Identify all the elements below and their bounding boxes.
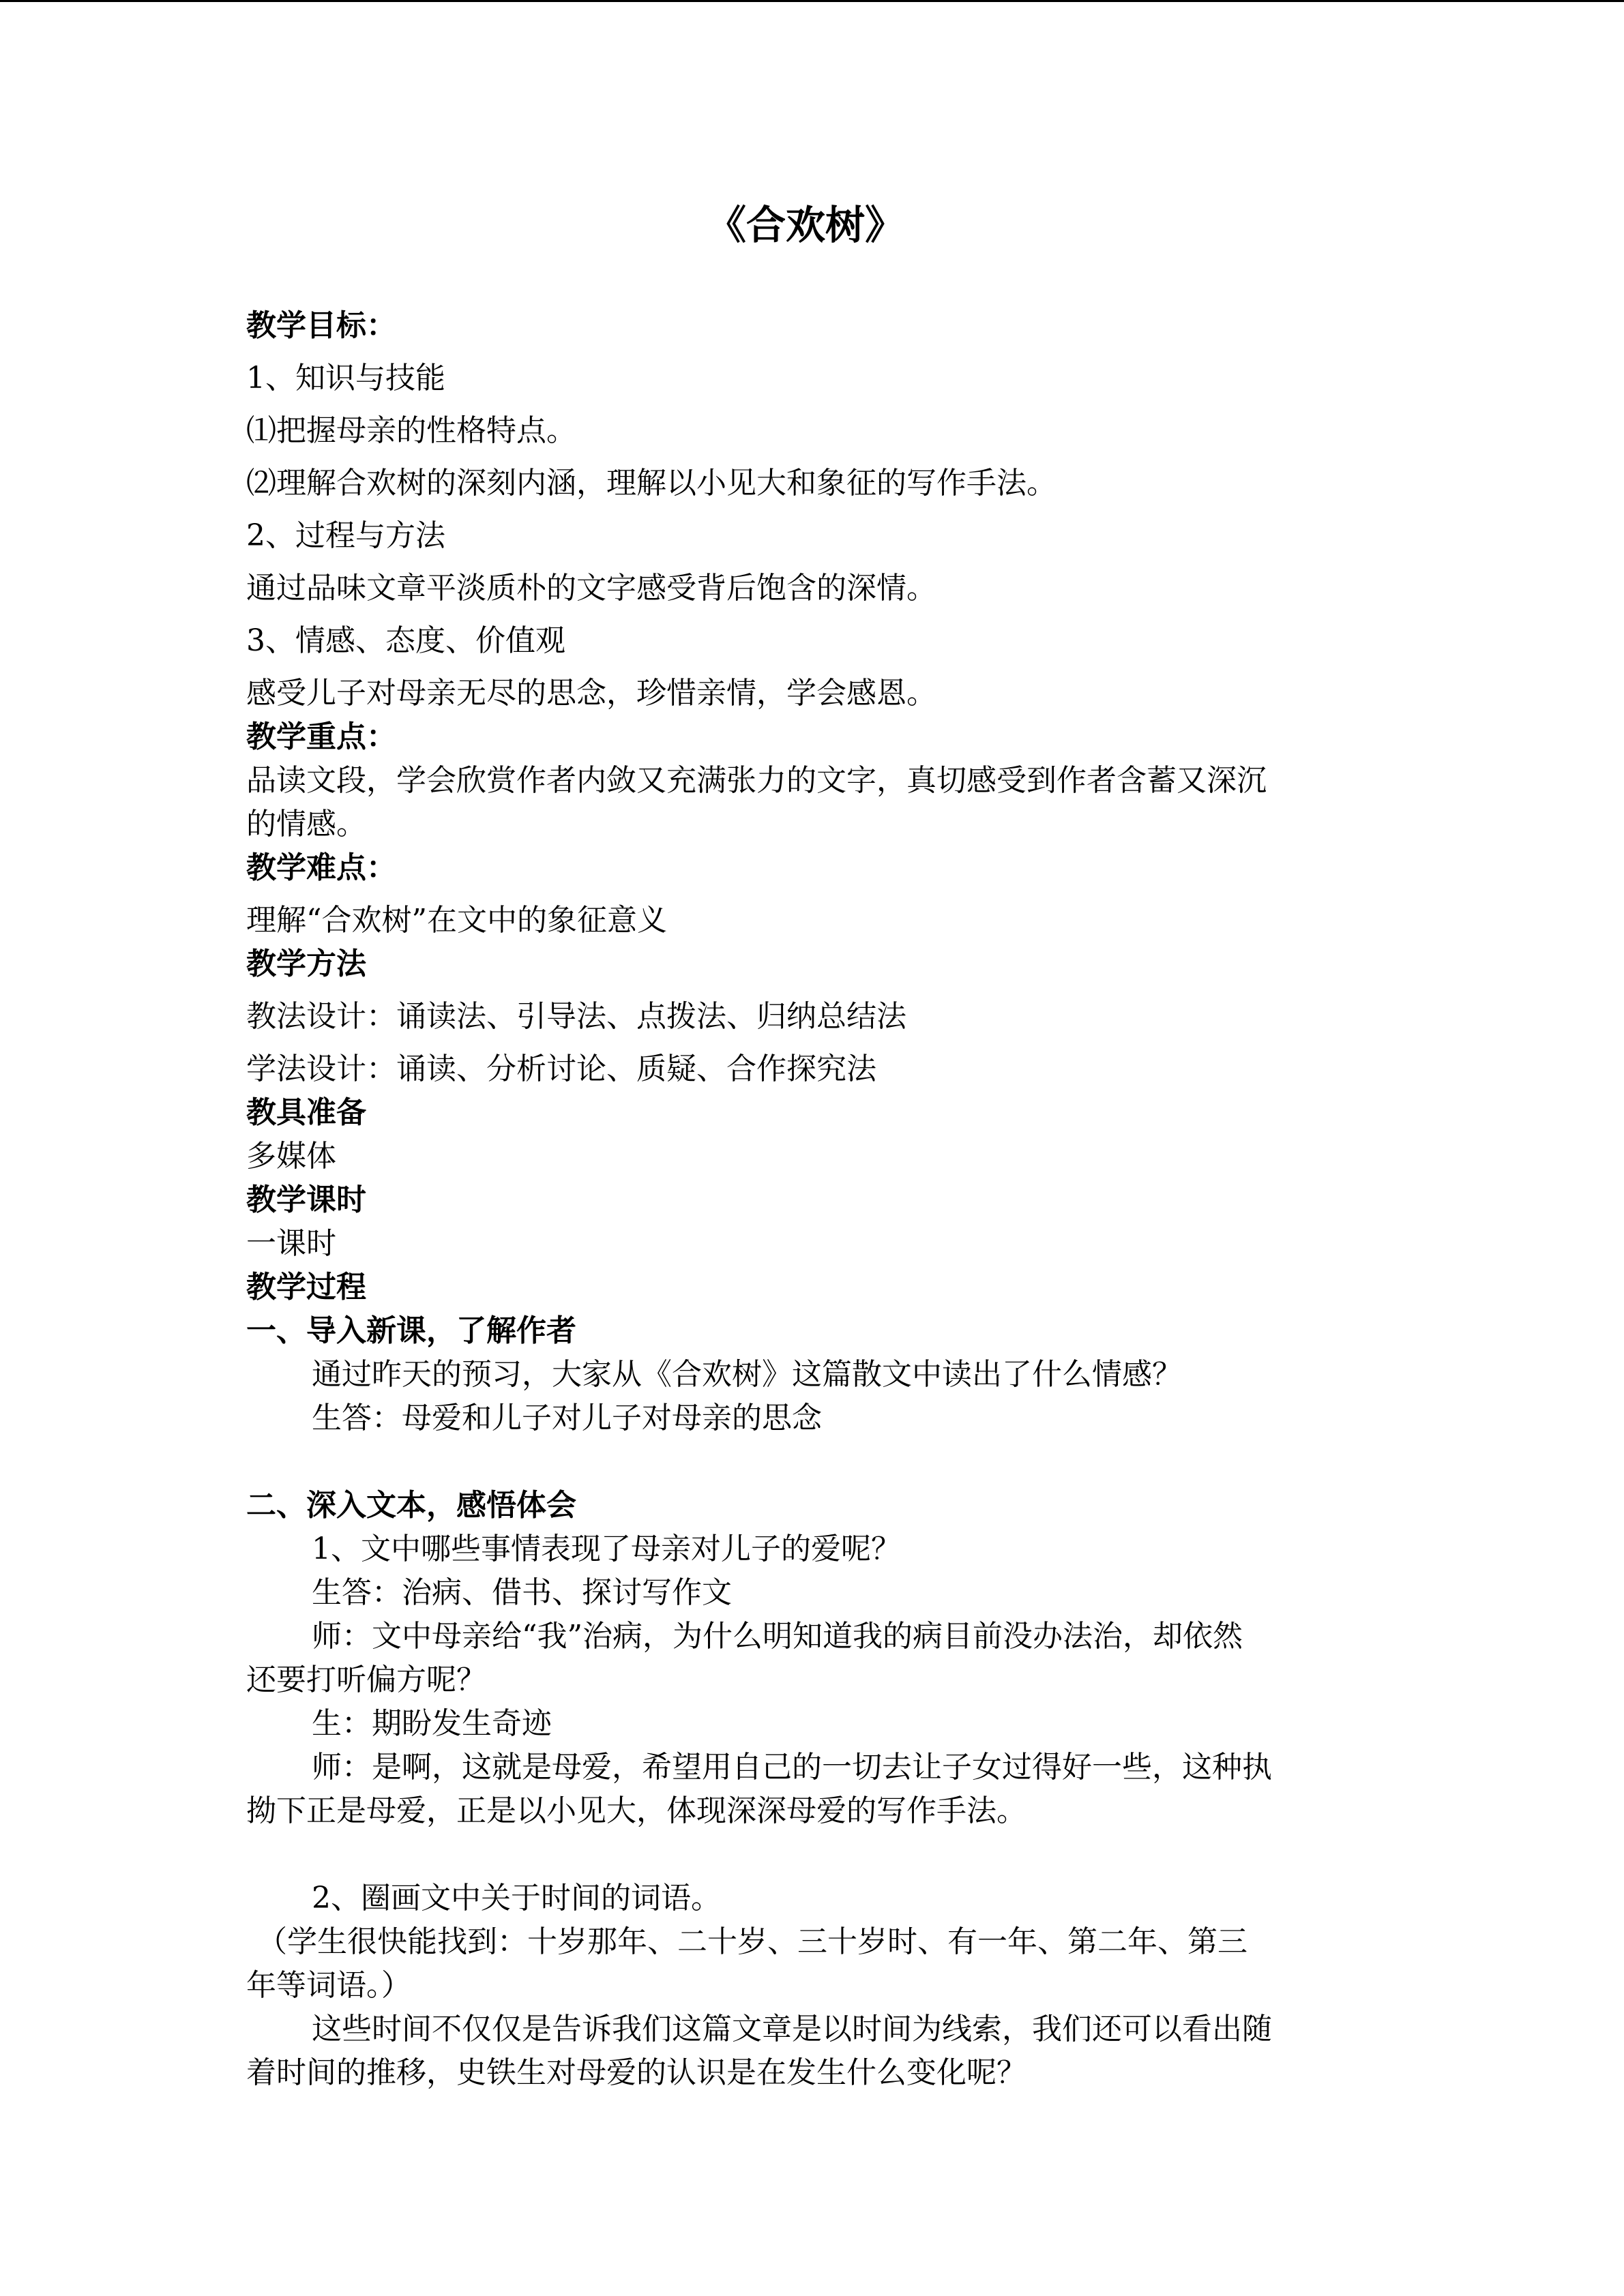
key-points-heading: 教学重点： xyxy=(246,719,396,754)
teacher-remark-1-line1: 师：文中母亲给“我”治病，为什么明知道我的病目前没办法治，却依然 xyxy=(312,1619,1243,1654)
process-heading: 教学过程 xyxy=(246,1270,366,1304)
methods-heading: 教学方法 xyxy=(246,946,366,981)
key-points-text-line1: 品读文段，学会欣赏作者内敛又充满张力的文字，真切感受到作者含蓄又深沉 xyxy=(246,763,1267,798)
section1-heading: 一、导入新课，了解作者 xyxy=(246,1313,576,1348)
section1-question: 通过昨天的预习，大家从《合欢树》这篇散文中读出了什么情感？ xyxy=(312,1357,1182,1392)
tools-text: 多媒体 xyxy=(246,1139,336,1174)
tools-heading: 教具准备 xyxy=(246,1095,366,1130)
section2-question-2: 2、圈画文中关于时间的词语。 xyxy=(312,1881,721,1915)
section2-question-1: 1、文中哪些事情表现了母亲对儿子的爱呢？ xyxy=(312,1532,901,1566)
knowledge-heading: 1、知识与技能 xyxy=(246,361,445,396)
closing-paragraph-line1: 这些时间不仅仅是告诉我们这篇文章是以时间为线索，我们还可以看出随 xyxy=(312,2012,1272,2046)
document-title: 《合欢树》 xyxy=(706,202,904,248)
top-border-line xyxy=(0,0,1624,2)
closing-paragraph-line2: 着时间的推移，史铁生对母爱的认识是在发生什么变化呢？ xyxy=(246,2055,1027,2090)
section2-answer-1: 生答：治病、借书、探讨写作文 xyxy=(312,1575,732,1610)
emotion-text: 感受儿子对母亲无尽的思念，珍惜亲情，学会感恩。 xyxy=(246,676,936,711)
knowledge-item-1: ⑴把握母亲的性格特点。 xyxy=(246,413,576,448)
hours-text: 一课时 xyxy=(246,1226,336,1261)
teaching-method-text: 教法设计：诵读法、引导法、点拨法、归纳总结法 xyxy=(246,999,906,1034)
teacher-remark-2-line1: 师：是啊，这就是母爱，希望用自己的一切去让子女过得好一些，这种执 xyxy=(312,1750,1272,1785)
student-reply-1: 生：期盼发生奇迹 xyxy=(312,1706,552,1741)
teacher-remark-1-line2: 还要打听偏方呢？ xyxy=(246,1663,486,1697)
objectives-heading: 教学目标： xyxy=(246,308,396,343)
student-note-line1: （学生很快能找到：十岁那年、二十岁、三十岁时、有一年、第二年、第三 xyxy=(257,1924,1247,1959)
difficulties-text: 理解“合欢树”在文中的象征意义 xyxy=(246,903,667,938)
teacher-remark-2-line2: 拗下正是母爱，正是以小见大，体现深深母爱的写作手法。 xyxy=(246,1793,1027,1828)
process-method-text: 通过品味文章平淡质朴的文字感受背后饱含的深情。 xyxy=(246,571,936,606)
section2-heading: 二、深入文本，感悟体会 xyxy=(246,1488,576,1523)
document-body xyxy=(246,304,1365,2095)
hours-heading: 教学课时 xyxy=(246,1182,366,1217)
emotion-heading: 3、情感、态度、价值观 xyxy=(246,623,565,658)
section1-answer: 生答：母爱和儿子对儿子对母亲的思念 xyxy=(312,1401,822,1435)
process-method-heading: 2、过程与方法 xyxy=(246,518,445,553)
key-points-text-line2: 的情感。 xyxy=(246,807,366,841)
learning-method-text: 学法设计：诵读、分析讨论、质疑、合作探究法 xyxy=(246,1052,876,1086)
student-note-line2: 年等词语。） xyxy=(246,1968,411,2003)
difficulties-heading: 教学难点： xyxy=(246,850,396,885)
knowledge-item-2: ⑵理解合欢树的深刻内涵，理解以小见大和象征的写作手法。 xyxy=(246,466,1057,501)
